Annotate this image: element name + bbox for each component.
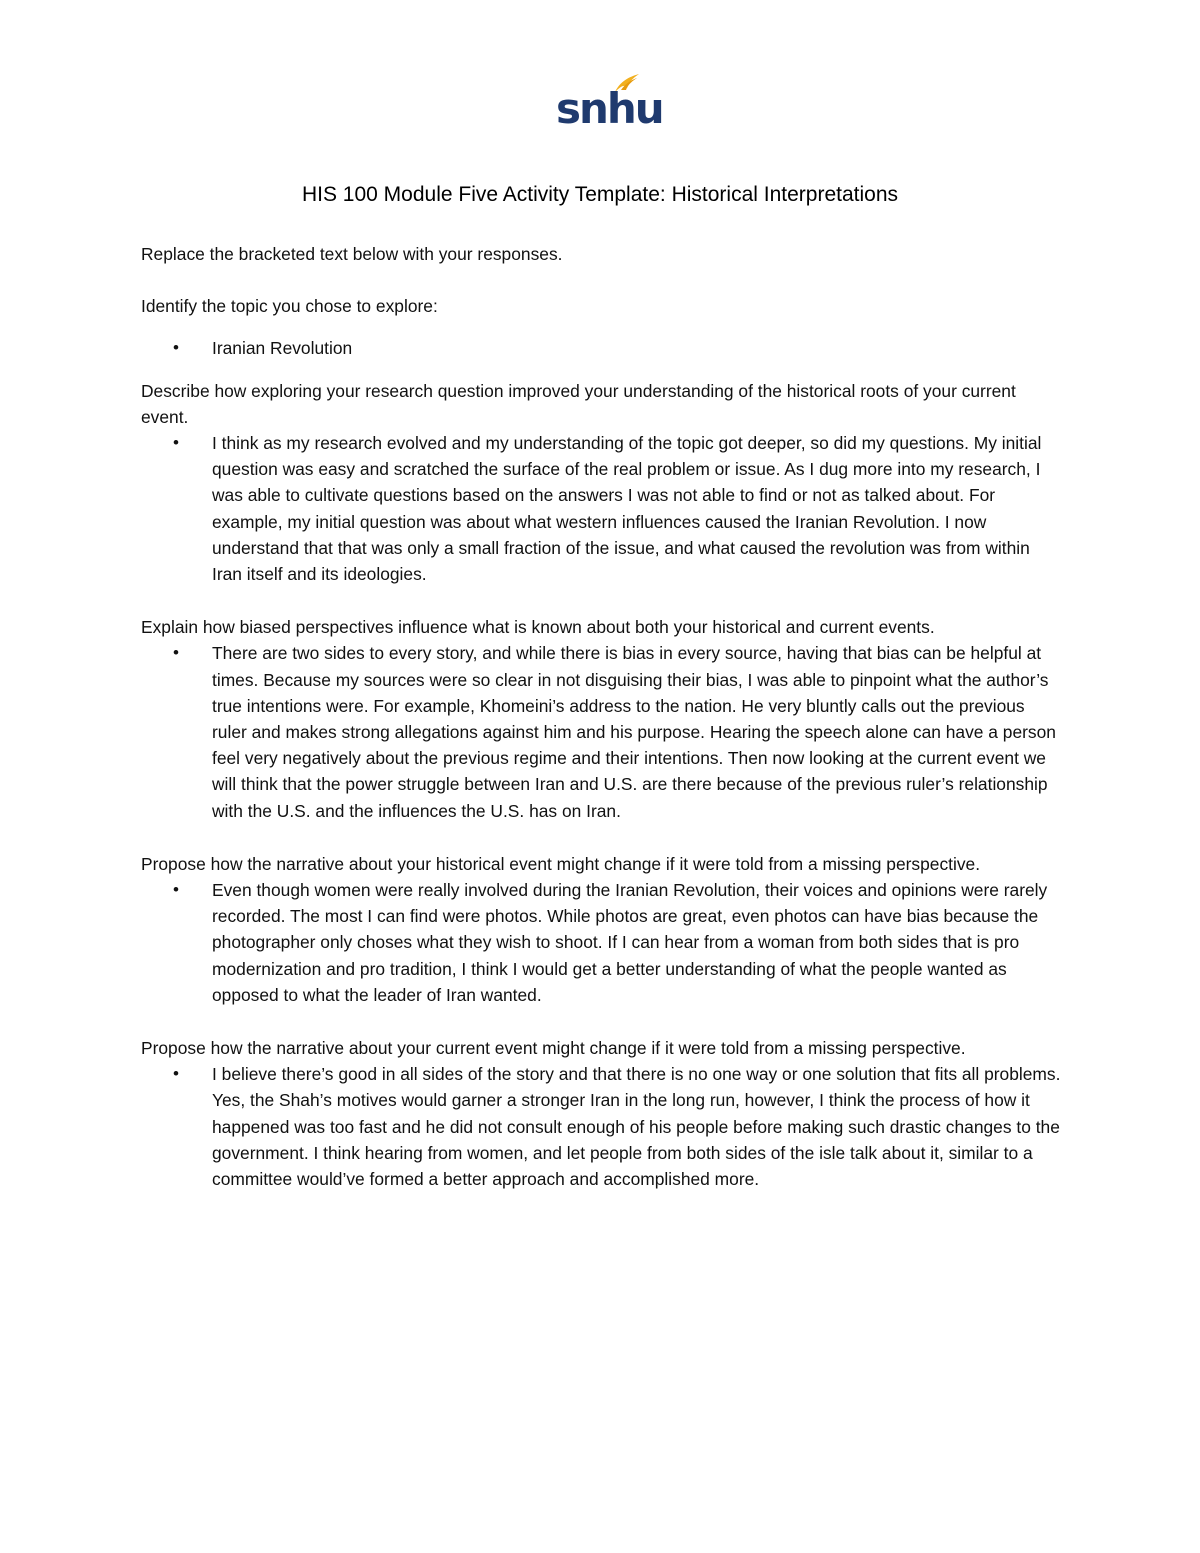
page-title: HIS 100 Module Five Activity Template: Historical Interpretations xyxy=(301,183,899,206)
document-body xyxy=(141,241,1061,1192)
answer-biased-perspectives: There are two sides to every story, and while there is bias in every source, having that bias can be helpful at times. Because my sources were so clear in not disguising their bias, I was able to pinpoint what the author’s true intentions were. For example, Khomeini’s address to the nation. He very bluntly calls out the previous ruler and makes strong allegations against him and his purpose. Hearing the speech alone can have a person feel very negatively about the previous regime and their intentions. Then now looking at the current event we will think that the power struggle between Iran and U.S. are there because of the previous ruler’s relationship with the U.S. and the influences the U.S. has on Iran. xyxy=(212,643,1056,821)
prompt-biased-perspectives: Explain how biased perspectives influence what is known about both your historical and current events. xyxy=(141,617,935,638)
list-item xyxy=(141,1061,1061,1192)
prompt-historical-missing-perspective: Propose how the narrative about your historical event might change if it were told from a missing perspective. xyxy=(141,853,981,874)
instructions-text: Replace the bracketed text below with your responses. xyxy=(141,244,563,264)
snhu-logo xyxy=(553,72,663,134)
answer-list-historical-missing-perspective xyxy=(141,877,1061,1008)
list-item xyxy=(141,877,1061,1008)
answer-topic: Iranian Revolution xyxy=(212,338,353,359)
answer-list-historical-roots xyxy=(141,430,1061,587)
prompt-current-missing-perspective: Propose how the narrative about your current event might change if it were told from a missing perspective. xyxy=(141,1038,966,1059)
prompt-historical-roots: Describe how exploring your research question improved your understanding of the historical roots of your current event. xyxy=(141,380,1016,427)
logo-wordmark: snhu xyxy=(556,84,663,133)
bullet-icon: • xyxy=(173,1064,179,1084)
bullet-icon: • xyxy=(173,880,179,900)
answer-list-topic xyxy=(141,335,1061,361)
bullet-icon: • xyxy=(173,433,179,453)
prompt-topic: Identify the topic you chose to explore: xyxy=(141,296,438,317)
answer-historical-roots: I think as my research evolved and my understanding of the topic got deeper, so did my questions. My initial question was easy and scratched the surface of the real problem or issue. As I dug more into my research, I was able to cultivate questions based on the answers I was not able to find or not as talked about. For example, my initial question was about what western influences caused the Iranian Revolution. I now understand that that was only a small fraction of the issue, and what caused the revolution was from within Iran itself and its ideologies. xyxy=(212,433,1042,585)
answer-current-missing-perspective: I believe there’s good in all sides of the story and that there is no one way or one solution that fits all problems. Yes, the Shah’s motives would garner a stronger Iran in the long run, however, I think the process of how it happened was too fast and he did not consult enough of his people before making such drastic changes to the government. I think hearing from women, and let people from both sides of the isle talk about it, similar to a committee would’ve formed a better approach and accomplished more. xyxy=(212,1064,1061,1190)
list-item xyxy=(141,430,1061,587)
list-item xyxy=(141,335,1061,361)
answer-list-current-missing-perspective xyxy=(141,1061,1061,1192)
bullet-icon: • xyxy=(173,338,179,358)
list-item xyxy=(141,640,1061,823)
bullet-icon: • xyxy=(173,643,179,663)
answer-historical-missing-perspective: Even though women were really involved during the Iranian Revolution, their voices and opinions were rarely recorded. The most I can find were photos. While photos are great, even photos can have bias because the photographer only choses what they wish to shoot. If I can hear from a woman from both sides that is pro modernization and pro tradition, I think I would get a better understanding of what the people wanted as opposed to what the leader of Iran wanted. xyxy=(212,880,1048,1005)
answer-list-biased-perspectives xyxy=(141,640,1061,823)
